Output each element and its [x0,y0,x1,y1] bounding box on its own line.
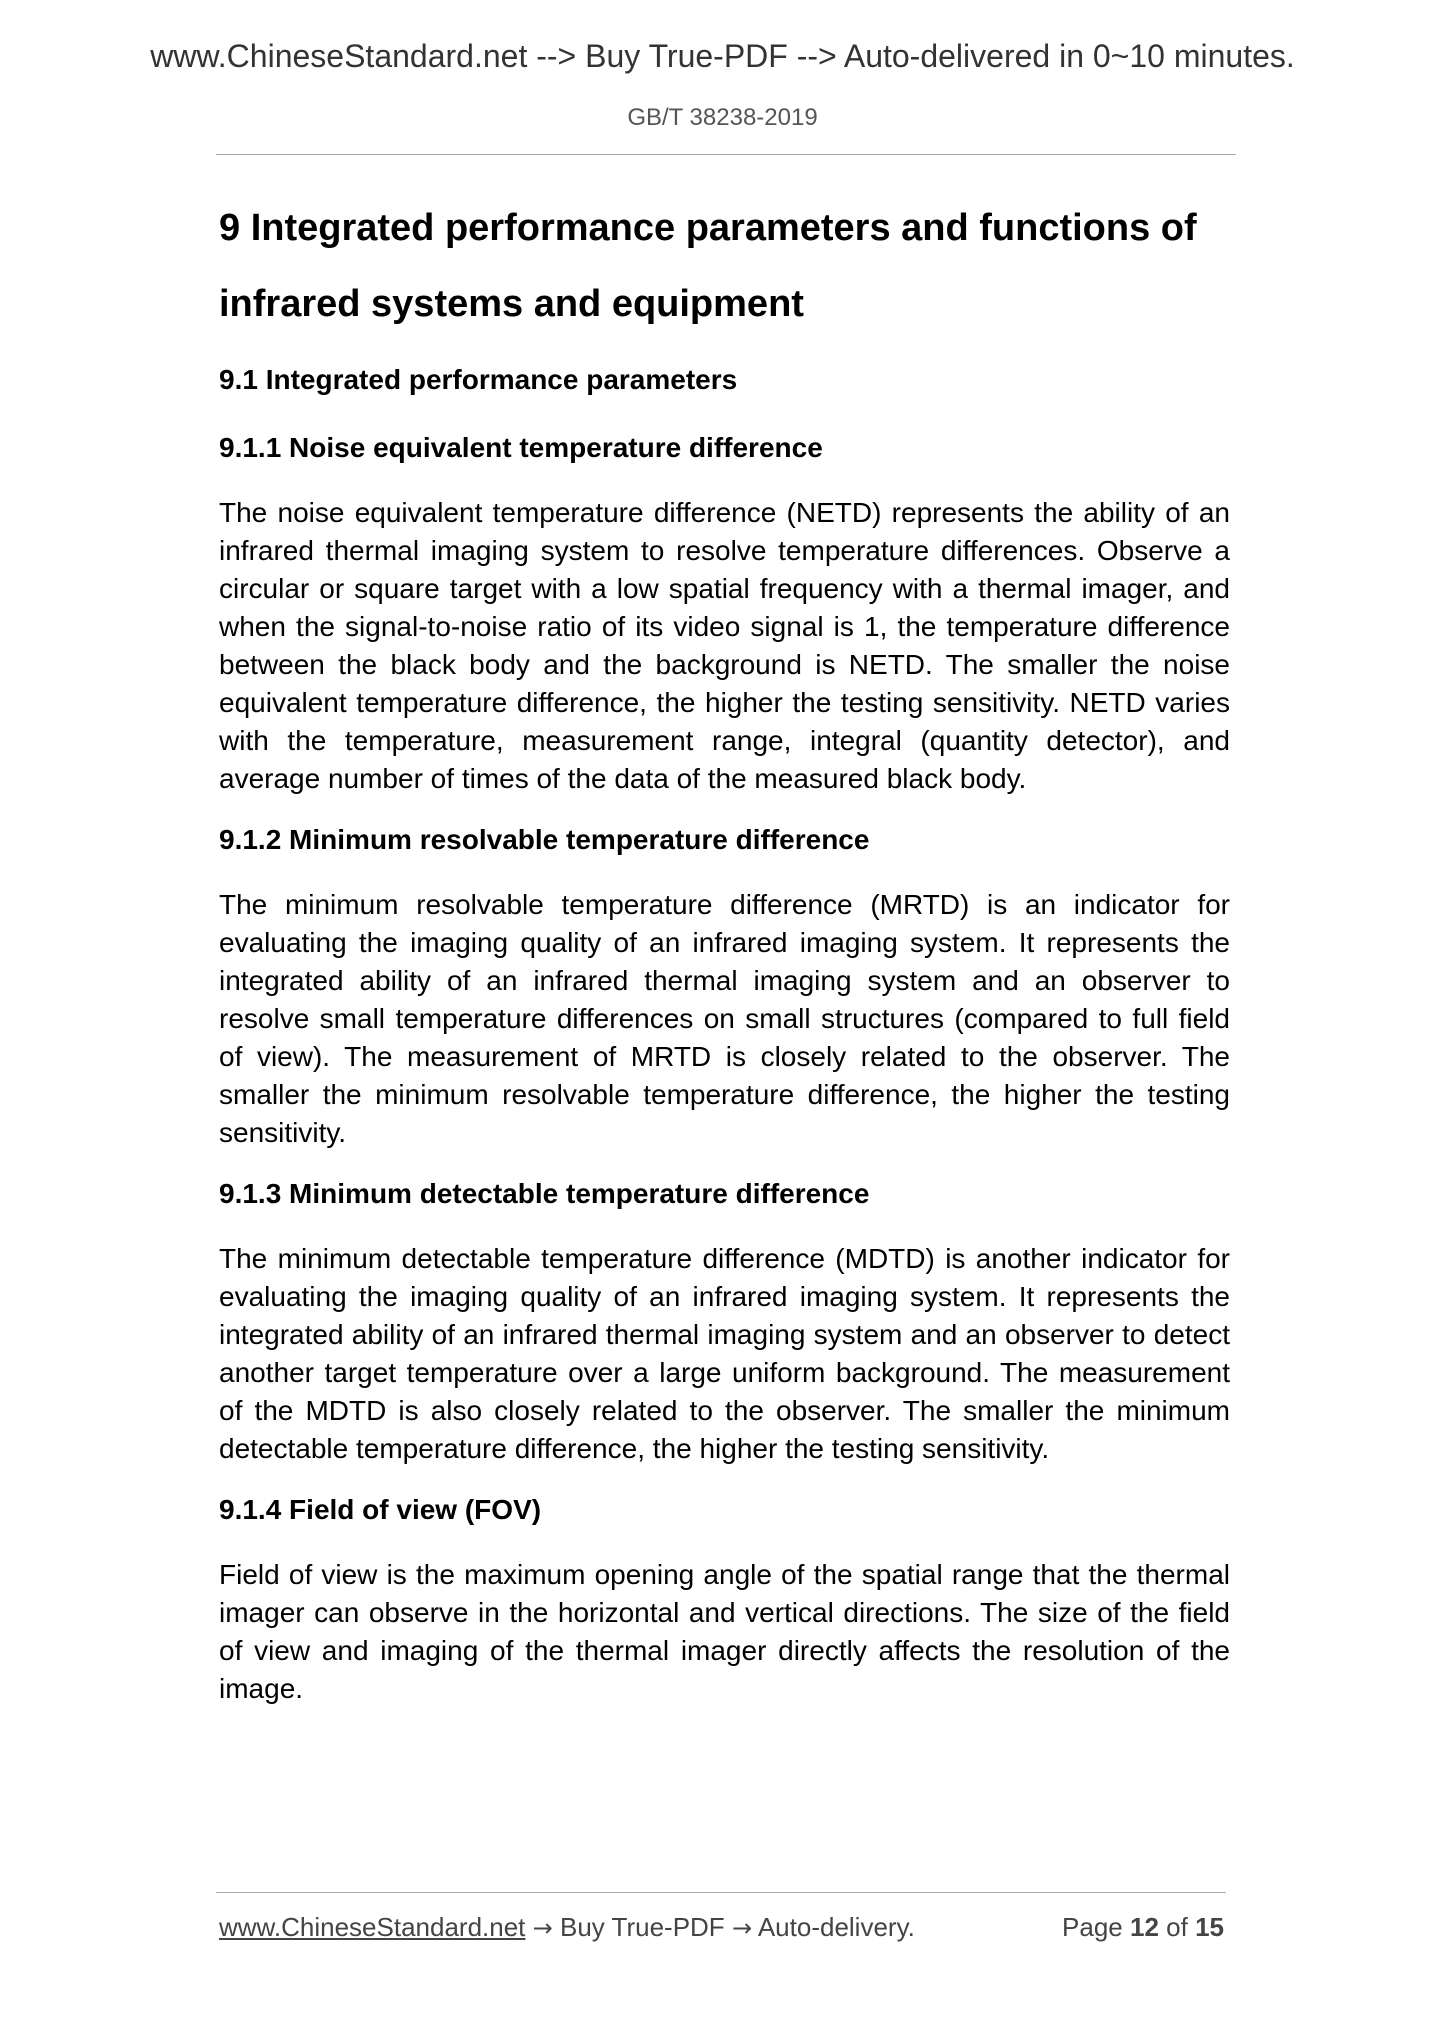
page-of-label: of [1166,1912,1188,1942]
paragraph-netd: The noise equivalent temperature difference (NETD) represents the ability of an infrared thermal imaging system to resolve temperature differences. Observe a circular or square target with a low spatial frequency with a thermal imager, and when the signal-to-noise ratio of its video signal is 1, the temperature difference between the black body and the background is NETD. The smaller the noise equivalent temperature difference, the higher the testing sensitivity. NETD varies with the temperature, measurement range, integral (quantity detector), and average number of times of the data of the measured black body. [219,497,1230,794]
footer-site-link[interactable]: www.ChineseStandard.net [219,1912,526,1942]
document-body [219,190,1230,1734]
subsection-heading-mrtd: 9.1.2 Minimum resolvable temperature difference [219,824,870,855]
arrow-right-icon: → [731,1914,753,1942]
subsection-heading-netd: 9.1.1 Noise equivalent temperature difference [219,432,823,463]
standard-number: GB/T 38238-2019 [627,104,818,131]
header-divider [216,154,1236,155]
arrow-right-icon: → [532,1914,553,1942]
page-current: 12 [1130,1912,1159,1942]
page-total: 15 [1195,1912,1224,1942]
chapter-title: 9 Integrated performance parameters and functions of infrared systems and equipment [219,207,1197,325]
paragraph-fov: Field of view is the maximum opening angle of the spatial range that the thermal imager can observe in the horizontal and vertical directions. The size of the field of view and imaging of the thermal imager directly affects the resolution of the image. [219,1559,1230,1704]
page-indicator [1062,1912,1224,1943]
paragraph-mrtd: The minimum resolvable temperature difference (MRTD) is an indicator for evaluating the imaging quality of an infrared imaging system. It represents the integrated ability of an infrared thermal imaging system and an observer to resolve small temperature differences on small structures (compared to full field of view). The measurement of MRTD is closely related to the observer. The smaller the minimum resolvable temperature difference, the higher the testing sensitivity. [219,889,1230,1148]
section-heading: 9.1 Integrated performance parameters [219,364,738,395]
footer-delivery-text: Auto-delivery. [757,1912,915,1942]
footer-links [219,1912,915,1943]
footer-divider [216,1892,1226,1893]
paragraph-mdtd: The minimum detectable temperature difference (MDTD) is another indicator for evaluating the imaging quality of an infrared imaging system. It represents the integrated ability of an infrared thermal imaging system and an observer to detect another target temperature over a large uniform background. The measurement of the MDTD is also closely related to the observer. The smaller the minimum detectable temperature difference, the higher the testing sensitivity. [219,1243,1230,1464]
page-label: Page [1062,1912,1123,1942]
top-banner: www.ChineseStandard.net --> Buy True-PDF --> Auto-delivered in 0~10 minutes. [150,38,1295,74]
subsection-heading-fov: 9.1.4 Field of view (FOV) [219,1494,542,1525]
subsection-heading-mdtd: 9.1.3 Minimum detectable temperature difference [219,1178,870,1209]
footer-buy-text: Buy True-PDF [559,1912,725,1942]
